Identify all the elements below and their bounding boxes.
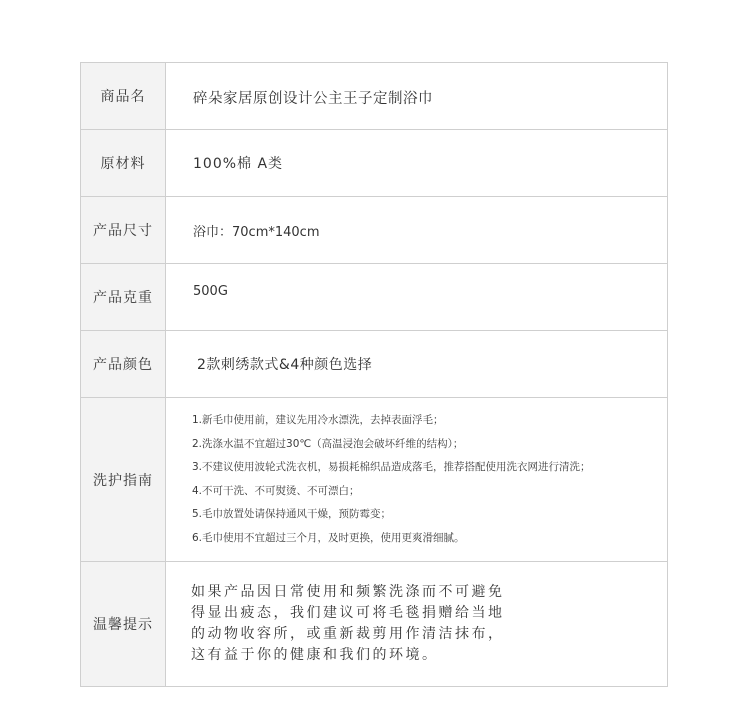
care-instruction-item: 1.新毛巾使用前，建议先用冷水漂洗，去掉表面浮毛； bbox=[192, 414, 444, 426]
spec-value-size: 浴巾：70cm*140cm bbox=[193, 224, 320, 240]
spec-label-size: 产品尺寸 bbox=[81, 197, 166, 263]
spec-label-product-name: 商品名 bbox=[81, 63, 166, 129]
tips-paragraph bbox=[191, 582, 571, 666]
spec-row-color bbox=[81, 331, 667, 398]
product-spec-table bbox=[80, 62, 668, 687]
care-instruction-item: 2.洗涤水温不宜超过30℃（高温浸泡会破坏纤维的结构）； bbox=[192, 437, 464, 450]
spec-value-color: 2款刺绣款式&4种颜色选择 bbox=[197, 357, 373, 373]
care-instructions-list bbox=[192, 409, 591, 550]
spec-label-material: 原材料 bbox=[81, 130, 166, 196]
spec-row-tips bbox=[81, 562, 667, 686]
spec-value-product-name: 碎朵家居原创设计公主王子定制浴巾 bbox=[193, 90, 433, 107]
care-instruction-item: 6.毛巾使用不宜超过三个月，及时更换，使用更爽滑细腻。 bbox=[192, 531, 465, 544]
spec-row-material bbox=[81, 130, 667, 197]
tips-line: 的动物收容所，或重新裁剪用作清洁抹布， bbox=[191, 626, 505, 642]
spec-value-tips bbox=[166, 562, 667, 686]
spec-label-color: 产品颜色 bbox=[81, 331, 166, 397]
spec-row-weight bbox=[81, 264, 667, 331]
spec-label-weight: 产品克重 bbox=[81, 264, 166, 330]
spec-value-weight: 500G bbox=[193, 284, 228, 299]
spec-value-care-guide bbox=[166, 398, 667, 561]
care-instruction-item: 4.不可干洗、不可熨烫、不可漂白； bbox=[192, 484, 360, 497]
spec-label-tips: 温馨提示 bbox=[81, 562, 166, 686]
tips-line: 得显出疲态，我们建议可将毛毯捐赠给当地 bbox=[191, 605, 505, 621]
spec-label-care-guide: 洗护指南 bbox=[81, 398, 166, 561]
spec-row-product-name bbox=[81, 63, 667, 130]
tips-line: 这有益于你的健康和我们的环境。 bbox=[191, 647, 439, 663]
spec-row-care-guide bbox=[81, 398, 667, 562]
care-instruction-item: 5.毛巾放置处请保持通风干燥，预防霉变； bbox=[192, 508, 392, 520]
care-instruction-item: 3.不建议使用波轮式洗衣机，易损耗棉织品造成落毛，推荐搭配使用洗衣网进行清洗； bbox=[192, 461, 591, 473]
tips-line: 如果产品因日常使用和频繁洗涤而不可避免 bbox=[191, 584, 505, 600]
spec-value-material: 100%棉 A类 bbox=[193, 156, 284, 172]
spec-row-size bbox=[81, 197, 667, 264]
